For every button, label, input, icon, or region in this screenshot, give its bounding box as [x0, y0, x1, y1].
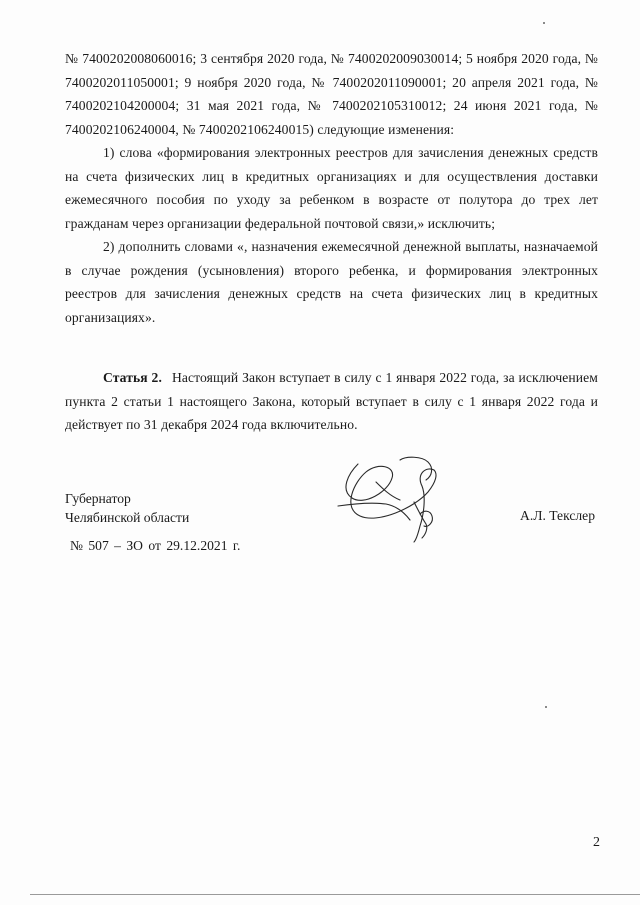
signer-position-line-2: Челябинской области: [65, 510, 190, 525]
amendment-item-1: 1) слова «формирования электронных реестров для зачисления денежных средств на счета физических лиц в кредитных организациях и для осуществления доставки ежемесячного пособия по уходу за ребенком в возрасте от полутора до трех лет гражданам через организации федеральной почтовой связи,» исключить;: [65, 145, 598, 231]
scan-speck: [543, 22, 545, 24]
article-2-paragraph: [65, 366, 598, 437]
scan-speck: [545, 706, 547, 708]
amendment-intro-paragraph: № 7400202008060016; 3 сентября 2020 года, № 7400202009030014; 5 ноября 2020 года, № 7400202011050001; 9 ноября 2020 года, № 7400202011090001; 20 апреля 2021 года, № 7400202104200004; 31 мая 2021 года, № 7400202105310012; 24 июня 2021 года, № 7400202106240004, № 7400202106240015) следующие изменения:: [65, 51, 598, 137]
amendments-section: [65, 47, 598, 329]
signer-name: А.Л. Текслер: [520, 508, 595, 523]
handwritten-signature: [330, 452, 450, 547]
law-number-date: № 507 – ЗО от 29.12.2021 г.: [70, 538, 241, 553]
signer-position: [65, 489, 189, 527]
page-number: 2: [593, 835, 600, 850]
signer-position-line-1: Губернатор: [65, 491, 131, 506]
article-2-title: Статья 2.: [103, 370, 162, 385]
article-2-text: Настоящий Закон вступает в силу с 1 января 2022 года, за исключением пункта 2 статьи 1 настоящего Закона, который вступает в силу с 1 января 2022 года и действует по 31 декабря 2024 года включительно.: [65, 370, 598, 432]
article-2-section: [65, 366, 598, 437]
scan-edge-line: [30, 894, 640, 895]
amendment-item-2: 2) дополнить словами «, назначения ежемесячной денежной выплаты, назначаемой в случае рождения (усыновления) второго ребенка, и формирования электронных реестров для зачисления денежных средств на счета физических лиц в кредитных организациях».: [65, 239, 598, 325]
